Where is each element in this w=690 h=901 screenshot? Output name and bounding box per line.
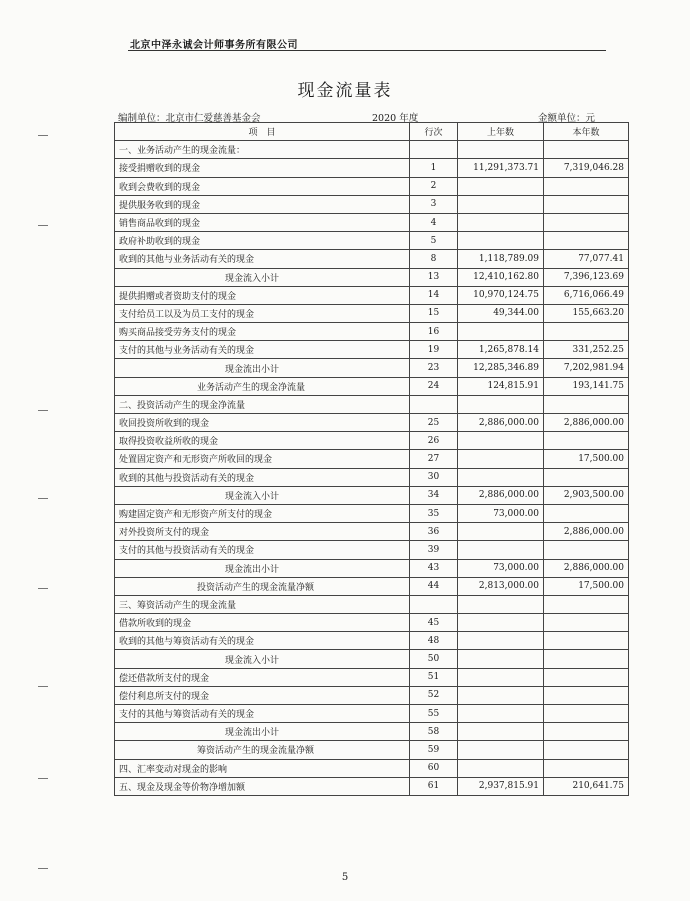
row-line-number — [410, 395, 458, 413]
row-prior-year-amount — [458, 632, 544, 650]
column-header-item: 项 目 — [115, 123, 410, 141]
table-row — [115, 250, 629, 268]
row-current-year-amount: 331,252.25 — [544, 341, 629, 359]
table-row — [115, 359, 629, 377]
row-line-number: 1 — [410, 159, 458, 177]
row-item-label: 偿还借款所支付的现金 — [115, 668, 410, 686]
row-current-year-amount — [544, 504, 629, 522]
row-prior-year-amount: 2,937,815.91 — [458, 777, 544, 795]
row-current-year-amount: 155,663.20 — [544, 304, 629, 322]
row-current-year-amount — [544, 432, 629, 450]
row-item-label: 收到会费收到的现金 — [115, 177, 410, 195]
row-line-number — [410, 141, 458, 159]
row-prior-year-amount: 73,000.00 — [458, 504, 544, 522]
row-item-label: 对外投资所支付的现金 — [115, 523, 410, 541]
row-item-label: 处置固定资产和无形资产所收回的现金 — [115, 450, 410, 468]
page-number: 5 — [341, 872, 349, 883]
row-current-year-amount — [544, 232, 629, 250]
table-row — [115, 195, 629, 213]
row-item-label: 现金流入小计 — [115, 650, 410, 668]
binding-mark — [38, 778, 48, 779]
row-item-label: 接受捐赠收到的现金 — [115, 159, 410, 177]
row-item-label: 四、汇率变动对现金的影响 — [115, 759, 410, 777]
row-line-number: 52 — [410, 686, 458, 704]
row-current-year-amount — [544, 213, 629, 231]
row-prior-year-amount — [458, 650, 544, 668]
row-line-number: 8 — [410, 250, 458, 268]
table-row — [115, 323, 629, 341]
table-row — [115, 632, 629, 650]
row-line-number: 61 — [410, 777, 458, 795]
row-current-year-amount: 6,716,066.49 — [544, 286, 629, 304]
row-item-label: 现金流出小计 — [115, 723, 410, 741]
row-prior-year-amount — [458, 668, 544, 686]
table-row — [115, 504, 629, 522]
row-current-year-amount — [544, 686, 629, 704]
row-current-year-amount — [544, 395, 629, 413]
row-line-number: 13 — [410, 268, 458, 286]
row-current-year-amount — [544, 141, 629, 159]
table-row — [115, 741, 629, 759]
row-current-year-amount — [544, 177, 629, 195]
row-current-year-amount — [544, 741, 629, 759]
table-row — [115, 377, 629, 395]
row-line-number: 15 — [410, 304, 458, 322]
reporting-entity: 编制单位：北京市仁爱慈善基金会 — [118, 113, 261, 124]
table-row — [115, 650, 629, 668]
table-row — [115, 541, 629, 559]
row-line-number: 55 — [410, 705, 458, 723]
row-prior-year-amount — [458, 595, 544, 613]
table-row — [115, 232, 629, 250]
row-current-year-amount: 2,903,500.00 — [544, 486, 629, 504]
row-prior-year-amount — [458, 523, 544, 541]
row-prior-year-amount — [458, 213, 544, 231]
row-item-label: 现金流入小计 — [115, 268, 410, 286]
binding-mark — [38, 588, 48, 589]
row-current-year-amount — [544, 668, 629, 686]
table-row — [115, 159, 629, 177]
row-prior-year-amount — [458, 141, 544, 159]
row-prior-year-amount: 12,285,346.89 — [458, 359, 544, 377]
row-line-number: 59 — [410, 741, 458, 759]
row-current-year-amount — [544, 541, 629, 559]
table-row — [115, 341, 629, 359]
row-item-label: 收到的其他与投资活动有关的现金 — [115, 468, 410, 486]
table-row — [115, 450, 629, 468]
header-rule — [128, 50, 606, 51]
row-item-label: 销售商品收到的现金 — [115, 213, 410, 231]
row-prior-year-amount: 124,815.91 — [458, 377, 544, 395]
table-row — [115, 614, 629, 632]
row-item-label: 二、投资活动产生的现金净流量 — [115, 395, 410, 413]
binding-mark — [38, 686, 48, 687]
row-item-label: 五、现金及现金等价物净增加额 — [115, 777, 410, 795]
row-prior-year-amount — [458, 686, 544, 704]
row-prior-year-amount — [458, 614, 544, 632]
row-current-year-amount: 7,396,123.69 — [544, 268, 629, 286]
report-title: 现金流量表 — [297, 81, 393, 101]
row-line-number — [410, 595, 458, 613]
table-row — [115, 268, 629, 286]
table-row — [115, 777, 629, 795]
row-item-label: 投资活动产生的现金流量净额 — [115, 577, 410, 595]
row-prior-year-amount — [458, 395, 544, 413]
row-prior-year-amount — [458, 432, 544, 450]
table-row — [115, 141, 629, 159]
table-row — [115, 177, 629, 195]
row-prior-year-amount: 12,410,162.80 — [458, 268, 544, 286]
row-current-year-amount — [544, 614, 629, 632]
column-header-current-year: 本年数 — [544, 123, 629, 141]
row-current-year-amount: 7,202,981.94 — [544, 359, 629, 377]
row-line-number: 48 — [410, 632, 458, 650]
row-line-number: 44 — [410, 577, 458, 595]
row-line-number: 4 — [410, 213, 458, 231]
row-item-label: 偿付利息所支付的现金 — [115, 686, 410, 704]
row-current-year-amount — [544, 468, 629, 486]
table-row — [115, 468, 629, 486]
table-row — [115, 686, 629, 704]
row-prior-year-amount — [458, 195, 544, 213]
row-item-label: 收到的其他与筹资活动有关的现金 — [115, 632, 410, 650]
row-item-label: 取得投资收益所收的现金 — [115, 432, 410, 450]
row-line-number: 24 — [410, 377, 458, 395]
fiscal-year: 2020 年度 — [372, 113, 419, 124]
binding-mark — [38, 868, 48, 869]
row-line-number: 35 — [410, 504, 458, 522]
row-item-label: 收到的其他与业务活动有关的现金 — [115, 250, 410, 268]
table-row — [115, 705, 629, 723]
row-prior-year-amount — [458, 232, 544, 250]
table-row — [115, 668, 629, 686]
row-line-number: 36 — [410, 523, 458, 541]
row-item-label: 收回投资所收到的现金 — [115, 414, 410, 432]
row-prior-year-amount — [458, 705, 544, 723]
table-row — [115, 432, 629, 450]
column-header-line-no: 行次 — [410, 123, 458, 141]
row-line-number: 3 — [410, 195, 458, 213]
row-item-label: 提供捐赠或者资助支付的现金 — [115, 286, 410, 304]
row-current-year-amount: 193,141.75 — [544, 377, 629, 395]
row-current-year-amount — [544, 323, 629, 341]
row-item-label: 筹资活动产生的现金流量净额 — [115, 741, 410, 759]
row-current-year-amount: 77,077.41 — [544, 250, 629, 268]
row-item-label: 现金流出小计 — [115, 559, 410, 577]
row-prior-year-amount — [458, 741, 544, 759]
row-item-label: 购买商品接受劳务支付的现金 — [115, 323, 410, 341]
binding-mark — [38, 410, 48, 411]
row-line-number: 16 — [410, 323, 458, 341]
row-prior-year-amount — [458, 468, 544, 486]
table-row — [115, 759, 629, 777]
row-current-year-amount: 2,886,000.00 — [544, 414, 629, 432]
row-line-number: 43 — [410, 559, 458, 577]
row-prior-year-amount: 11,291,373.71 — [458, 159, 544, 177]
table-row — [115, 304, 629, 322]
row-item-label: 现金流入小计 — [115, 486, 410, 504]
row-line-number: 60 — [410, 759, 458, 777]
table-row — [115, 286, 629, 304]
row-item-label: 购建固定资产和无形资产所支付的现金 — [115, 504, 410, 522]
row-prior-year-amount: 73,000.00 — [458, 559, 544, 577]
table-row — [115, 523, 629, 541]
row-current-year-amount: 210,641.75 — [544, 777, 629, 795]
row-current-year-amount — [544, 650, 629, 668]
row-line-number: 30 — [410, 468, 458, 486]
row-prior-year-amount — [458, 450, 544, 468]
row-line-number: 19 — [410, 341, 458, 359]
row-line-number: 23 — [410, 359, 458, 377]
row-prior-year-amount: 2,886,000.00 — [458, 414, 544, 432]
row-item-label: 支付的其他与筹资活动有关的现金 — [115, 705, 410, 723]
row-item-label: 支付的其他与投资活动有关的现金 — [115, 541, 410, 559]
table-row — [115, 559, 629, 577]
table-row — [115, 414, 629, 432]
binding-mark — [38, 498, 48, 499]
table-row — [115, 595, 629, 613]
table-body — [115, 141, 629, 796]
row-line-number: 5 — [410, 232, 458, 250]
row-item-label: 现金流出小计 — [115, 359, 410, 377]
row-line-number: 14 — [410, 286, 458, 304]
row-line-number: 45 — [410, 614, 458, 632]
row-prior-year-amount: 10,970,124.75 — [458, 286, 544, 304]
row-prior-year-amount: 1,118,789.09 — [458, 250, 544, 268]
row-line-number: 39 — [410, 541, 458, 559]
row-line-number: 26 — [410, 432, 458, 450]
row-item-label: 提供服务收到的现金 — [115, 195, 410, 213]
cash-flow-table — [114, 122, 629, 796]
row-prior-year-amount — [458, 323, 544, 341]
row-current-year-amount: 17,500.00 — [544, 577, 629, 595]
row-prior-year-amount: 1,265,878.14 — [458, 341, 544, 359]
row-current-year-amount — [544, 759, 629, 777]
currency-unit: 金额单位：元 — [538, 113, 596, 124]
row-current-year-amount — [544, 632, 629, 650]
row-current-year-amount: 2,886,000.00 — [544, 523, 629, 541]
table-row — [115, 213, 629, 231]
table-row — [115, 577, 629, 595]
column-header-prior-year: 上年数 — [458, 123, 544, 141]
row-line-number: 2 — [410, 177, 458, 195]
row-prior-year-amount — [458, 723, 544, 741]
row-line-number: 34 — [410, 486, 458, 504]
row-item-label: 支付的其他与业务活动有关的现金 — [115, 341, 410, 359]
row-current-year-amount: 7,319,046.28 — [544, 159, 629, 177]
table-header-row — [115, 123, 629, 141]
firm-name: 北京中泽永诚会计师事务所有限公司 — [130, 40, 298, 51]
row-line-number: 50 — [410, 650, 458, 668]
row-prior-year-amount: 49,344.00 — [458, 304, 544, 322]
row-prior-year-amount — [458, 759, 544, 777]
row-prior-year-amount: 2,886,000.00 — [458, 486, 544, 504]
row-current-year-amount — [544, 595, 629, 613]
row-prior-year-amount — [458, 177, 544, 195]
row-item-label: 政府补助收到的现金 — [115, 232, 410, 250]
row-prior-year-amount — [458, 541, 544, 559]
row-item-label: 支付给员工以及为员工支付的现金 — [115, 304, 410, 322]
row-prior-year-amount: 2,813,000.00 — [458, 577, 544, 595]
row-line-number: 27 — [410, 450, 458, 468]
row-current-year-amount: 2,886,000.00 — [544, 559, 629, 577]
row-line-number: 58 — [410, 723, 458, 741]
row-current-year-amount — [544, 705, 629, 723]
binding-mark — [38, 135, 48, 136]
row-item-label: 三、筹资活动产生的现金流量 — [115, 595, 410, 613]
row-current-year-amount — [544, 195, 629, 213]
row-item-label: 一、业务活动产生的现金流量： — [115, 141, 410, 159]
row-current-year-amount: 17,500.00 — [544, 450, 629, 468]
row-line-number: 51 — [410, 668, 458, 686]
binding-mark — [38, 225, 48, 226]
row-item-label: 借款所收到的现金 — [115, 614, 410, 632]
row-current-year-amount — [544, 723, 629, 741]
row-line-number: 25 — [410, 414, 458, 432]
row-item-label: 业务活动产生的现金净流量 — [115, 377, 410, 395]
table-row — [115, 723, 629, 741]
table-row — [115, 395, 629, 413]
table-row — [115, 486, 629, 504]
